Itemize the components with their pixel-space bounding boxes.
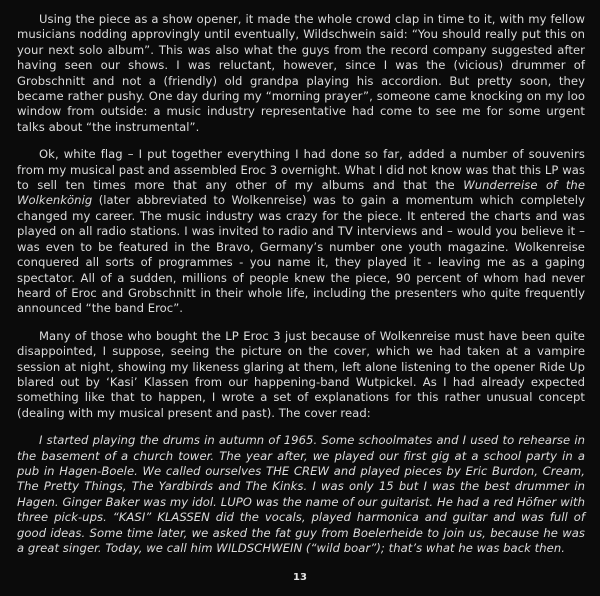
paragraph-white-flag-end: (later abbreviated to Wolkenreise) was to gain a momentum which completely changed my career. The music industry was crazy for the piece. It entered the charts and was played on all radio stations. I was invited to radio and TV interviews and – would you believe it – was even to be featured in the Bravo, Germany’s number one youth magazine. Wolkenreise conquered all sorts of programmes - you name it, they played it - leaving me as a gaping spectator. All of a sudden, millions of people knew the piece, 90 percent of whom had never heard of Eroc and Grobschnitt in their whole life, including the presenters who quite frequently announced “the band Eroc”.: [17, 193, 585, 316]
page-number: 13: [293, 572, 307, 583]
paragraph-white-flag: [17, 147, 585, 316]
album-title-italic: Wunderreise of the Wolkenkönig: [17, 178, 585, 208]
booklet-page: [17, 12, 585, 568]
paragraph-white-flag-start: Ok, white flag – I put together everything I had done so far, added a number of souvenirs from my musical past and assembled Eroc 3 overnight. What I did not know was that this LP was to sell ten times more that any other of my albums and that the: [17, 147, 585, 193]
cover-text-quote: I started playing the drums in autumn of 1965. Some schoolmates and I used to rehearse in the basement of a church tower. The year after, we played our first gig at a school party in a pub in Hagen-Boele. We called ourselves THE CREW and played pieces by Eric Burdon, Cream, The Pretty Things, The Yardbirds and The Kinks. I was only 15 but I was the best drummer in Hagen. Ginger Baker was my idol. LUPO was the name of our guitarist. He had a red Höfner with three pick-ups. “KASI” KLASSEN did the vocals, played harmonica and guitar and was full of good ideas. Some time later, we asked the fat guy from Boelerheide to join us, because he was a great singer. Today, we call him WILDSCHWEIN (“wild boar”); that’s what he was back then.: [17, 433, 585, 555]
paragraph-show-opener: Using the piece as a show opener, it made the whole crowd clap in time to it, with my fellow musicians nodding approvingly until eventually, Wildschwein said: “You should really put this on your next solo album”. This was also what the guys from the record company suggested after having seen our shows. I was reluctant, however, since I was the (vicious) drummer of Grobschnitt and not a (friendly) old grandpa playing his accordion. But pretty soon, they became rather pushy. One day during my “morning prayer”, someone came knocking on my loo window from outside: a music industry representative had come to see me for some urgent talks about “the instrumental”.: [17, 12, 585, 134]
paragraph-disappointed-buyers: Many of those who bought the LP Eroc 3 just because of Wolkenreise must have been quite disappointed, I suppose, seeing the picture on the cover, which we had taken at a vampire session at night, showing my likeness glaring at them, left alone listening to the opener Ride Up blared out by ‘Kasi’ Klassen from our happening-band Wutpickel. As I had already expected something like that to happen, I wrote a set of explanations for this rather unusual concept (dealing with my musical present and past). The cover read:: [17, 328, 585, 420]
